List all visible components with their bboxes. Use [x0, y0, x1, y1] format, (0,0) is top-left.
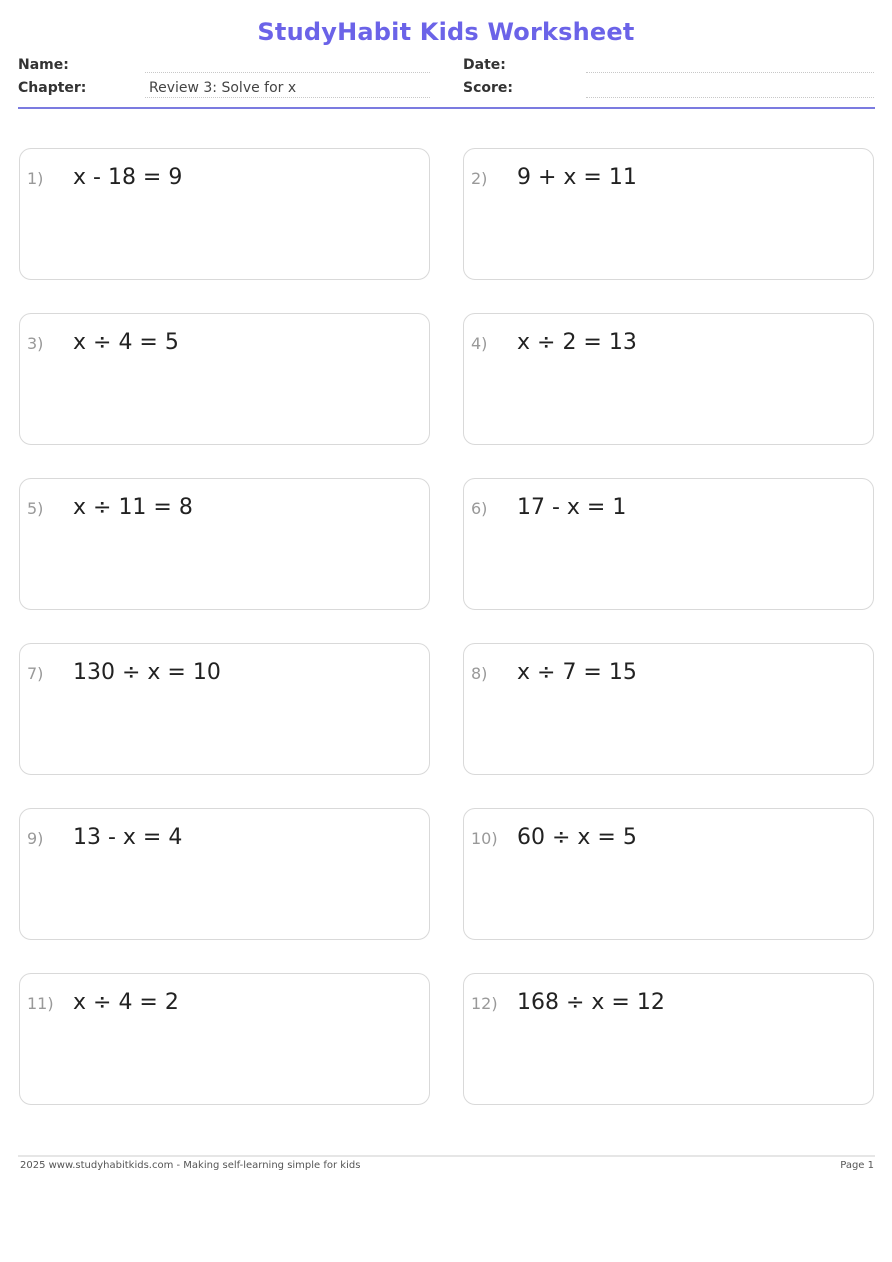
problem-box-2[interactable]: [463, 148, 874, 280]
problem-equation: 130 ÷ x = 10: [73, 660, 221, 685]
problem-equation: 168 ÷ x = 12: [517, 990, 665, 1015]
problem-number: 1): [27, 169, 44, 188]
problem-box-3[interactable]: [19, 313, 430, 445]
date-field[interactable]: [586, 72, 874, 73]
problem-number: 6): [471, 499, 488, 518]
chapter-value: Review 3: Solve for x: [149, 80, 297, 96]
score-label: Score:: [463, 80, 513, 96]
problem-equation: x ÷ 4 = 2: [73, 990, 179, 1015]
problem-equation: 9 + x = 11: [517, 165, 637, 190]
problem-number: 9): [27, 829, 44, 848]
problem-number: 7): [27, 664, 44, 683]
name-label: Name:: [18, 57, 69, 73]
problem-equation: 60 ÷ x = 5: [517, 825, 637, 850]
problem-number: 4): [471, 334, 488, 353]
problem-box-6[interactable]: [463, 478, 874, 610]
score-field[interactable]: [586, 97, 874, 98]
problem-number: 12): [471, 994, 498, 1013]
problem-box-8[interactable]: [463, 643, 874, 775]
problem-equation: x - 18 = 9: [73, 165, 183, 190]
problem-box-11[interactable]: [19, 973, 430, 1105]
worksheet-title: StudyHabit Kids Worksheet: [257, 18, 635, 46]
page-number: Page 1: [840, 1160, 874, 1171]
footer-divider: [18, 1155, 875, 1157]
problem-equation: 17 - x = 1: [517, 495, 627, 520]
date-label: Date:: [463, 57, 506, 73]
name-field[interactable]: [145, 72, 430, 73]
problem-equation: x ÷ 7 = 15: [517, 660, 637, 685]
problem-box-7[interactable]: [19, 643, 430, 775]
chapter-label: Chapter:: [18, 80, 87, 96]
problem-equation: x ÷ 2 = 13: [517, 330, 637, 355]
problem-equation: x ÷ 11 = 8: [73, 495, 193, 520]
problem-number: 8): [471, 664, 488, 683]
problem-box-1[interactable]: [19, 148, 430, 280]
problem-box-10[interactable]: [463, 808, 874, 940]
problem-equation: 13 - x = 4: [73, 825, 183, 850]
problem-number: 2): [471, 169, 488, 188]
problem-equation: x ÷ 4 = 5: [73, 330, 179, 355]
problem-box-9[interactable]: [19, 808, 430, 940]
header-divider: [18, 107, 875, 109]
problem-number: 10): [471, 829, 498, 848]
chapter-field[interactable]: [145, 97, 430, 98]
problem-number: 3): [27, 334, 44, 353]
problem-number: 5): [27, 499, 44, 518]
problem-box-12[interactable]: [463, 973, 874, 1105]
footer-text: 2025 www.studyhabitkids.com - Making self-learning simple for kids: [20, 1160, 361, 1171]
problem-box-5[interactable]: [19, 478, 430, 610]
problem-box-4[interactable]: [463, 313, 874, 445]
problem-number: 11): [27, 994, 54, 1013]
